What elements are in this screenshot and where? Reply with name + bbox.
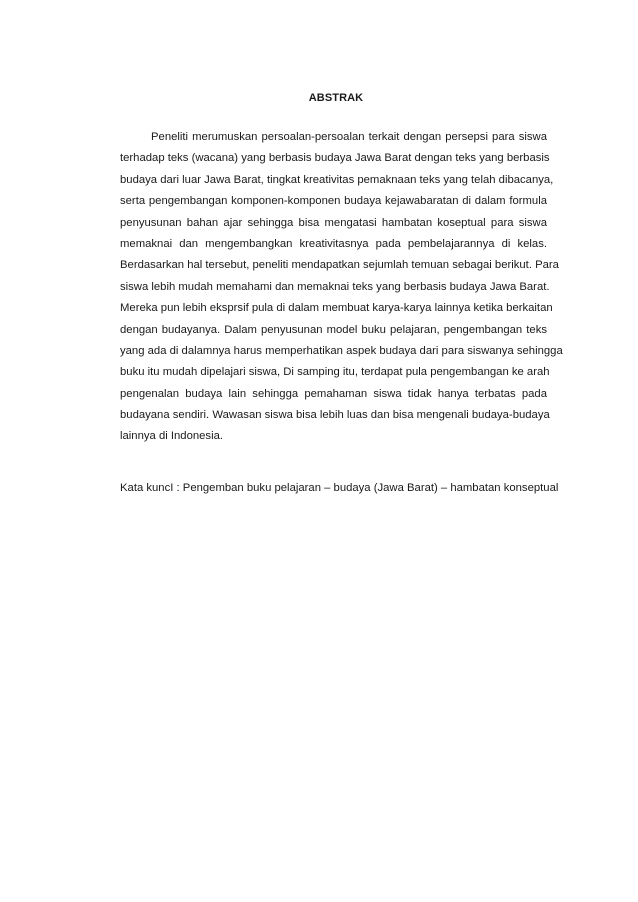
abstract-line: Peneliti merumuskan persoalan-persoalan terkait dengan persepsi para siswa [151,131,547,143]
abstract-title: ABSTRAK [308,92,364,104]
abstract-line: buku itu mudah dipelajari siswa, Di samping itu, terdapat pula pengembangan ke arah [120,366,550,379]
abstract-line: siswa lebih mudah memahami dan memaknai teks yang berbasis budaya Jawa Barat. [120,280,550,293]
abstract-paragraph [120,127,563,448]
abstract-line: memaknai dan mengembangkan kreativitasnya pada pembelajarannya di kelas. [120,237,547,250]
abstract-line: budayana sendiri. Wawasan siswa bisa lebih luas dan bisa mengenali budaya-budaya [120,409,550,422]
abstract-line: Berdasarkan hal tersebut, peneliti mendapatkan sejumlah temuan sebagai berikut. Para [120,259,559,272]
abstract-line: yang ada di dalamnya harus memperhatikan aspek budaya dari para siswanya sehingga [120,344,563,357]
abstract-line: budaya dari luar Jawa Barat, tingkat kreativitas pemaknaan teks yang telah dibacanya, [120,173,554,186]
abstract-line: penyusunan bahan ajar sehingga bisa mengatasi hambatan koseptual para siswa [120,216,547,229]
abstract-line: Mereka pun lebih eksprsif pula di dalam membuat karya-karya lainnya ketika berkaitan [120,302,553,315]
abstract-line: terhadap teks (wacana) yang berbasis budaya Jawa Barat dengan teks yang berbasis [120,152,550,165]
keywords-line: Kata kuncI : Pengemban buku pelajaran – budaya (Jawa Barat) – hambatan konseptual [120,482,559,494]
abstract-line: serta pengembangan komponen-komponen budaya kejawabaratan di dalam formula [120,195,547,208]
abstract-line: dengan budayanya. Dalam penyusunan model buku pelajaran, pengembangan teks [120,323,547,336]
abstract-line: lainnya di Indonesia. [120,430,224,443]
abstract-line: pengenalan budaya lain sehingga pemahaman siswa tidak hanya terbatas pada [120,387,547,400]
